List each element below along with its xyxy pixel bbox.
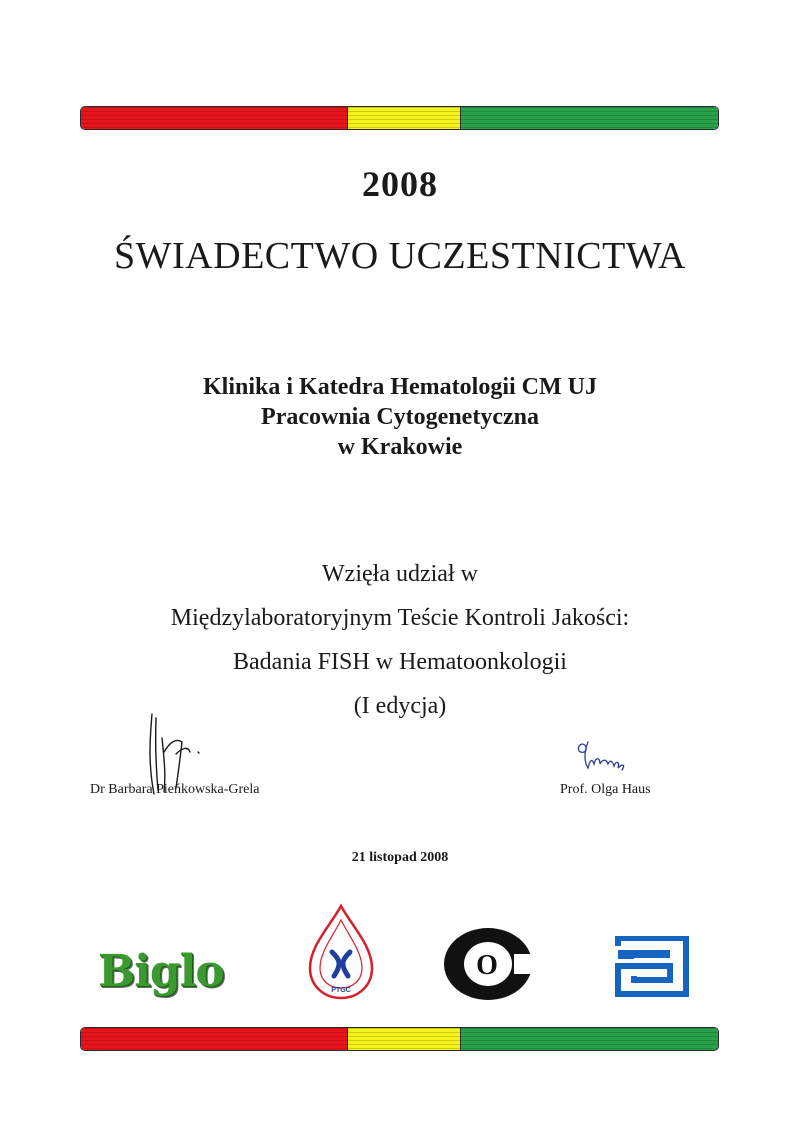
participation-line: Wzięła udział w bbox=[322, 561, 478, 587]
right-signature-icon bbox=[572, 738, 636, 778]
stripe-green-segment bbox=[460, 107, 718, 129]
participation-line: (I edycja) bbox=[353, 693, 447, 719]
participation-text bbox=[0, 552, 800, 728]
stripe-red-segment bbox=[81, 107, 347, 129]
oc-logo bbox=[442, 926, 536, 1002]
certificate-year: 2008 bbox=[362, 164, 438, 204]
issue-date: 21 listopad 2008 bbox=[351, 850, 449, 865]
certificate-title: ŚWIADECTWO UCZESTNICTWA bbox=[114, 235, 686, 277]
stripe-green-segment bbox=[460, 1028, 718, 1050]
stripe-red-segment bbox=[81, 1028, 347, 1050]
institution-line: w Krakowie bbox=[337, 434, 463, 460]
institution-line: Pracownia Cytogenetyczna bbox=[261, 404, 539, 430]
biglo-logo: Biglo bbox=[98, 946, 224, 997]
participation-line: Badania FISH w Hematoonkologii bbox=[233, 649, 567, 675]
institution-block bbox=[0, 372, 800, 462]
participation-line: Międzylaboratoryjnym Teście Kontroli Jakości: bbox=[170, 605, 630, 631]
left-signatory-name: Dr Barbara Pieńkowska-Grela bbox=[90, 782, 260, 797]
institution-line: Klinika i Katedra Hematologii CM UJ bbox=[203, 374, 597, 400]
oc-letter: O bbox=[476, 950, 498, 981]
ptgc-label: PTGC bbox=[331, 987, 351, 994]
stripe-yellow-segment bbox=[347, 1028, 460, 1050]
top-color-stripe bbox=[80, 106, 719, 130]
abbott-logo bbox=[614, 936, 690, 998]
stripe-yellow-segment bbox=[347, 107, 460, 129]
bottom-color-stripe bbox=[80, 1027, 719, 1051]
right-signatory-name: Prof. Olga Haus bbox=[560, 782, 651, 797]
ptgc-logo bbox=[304, 902, 378, 1002]
